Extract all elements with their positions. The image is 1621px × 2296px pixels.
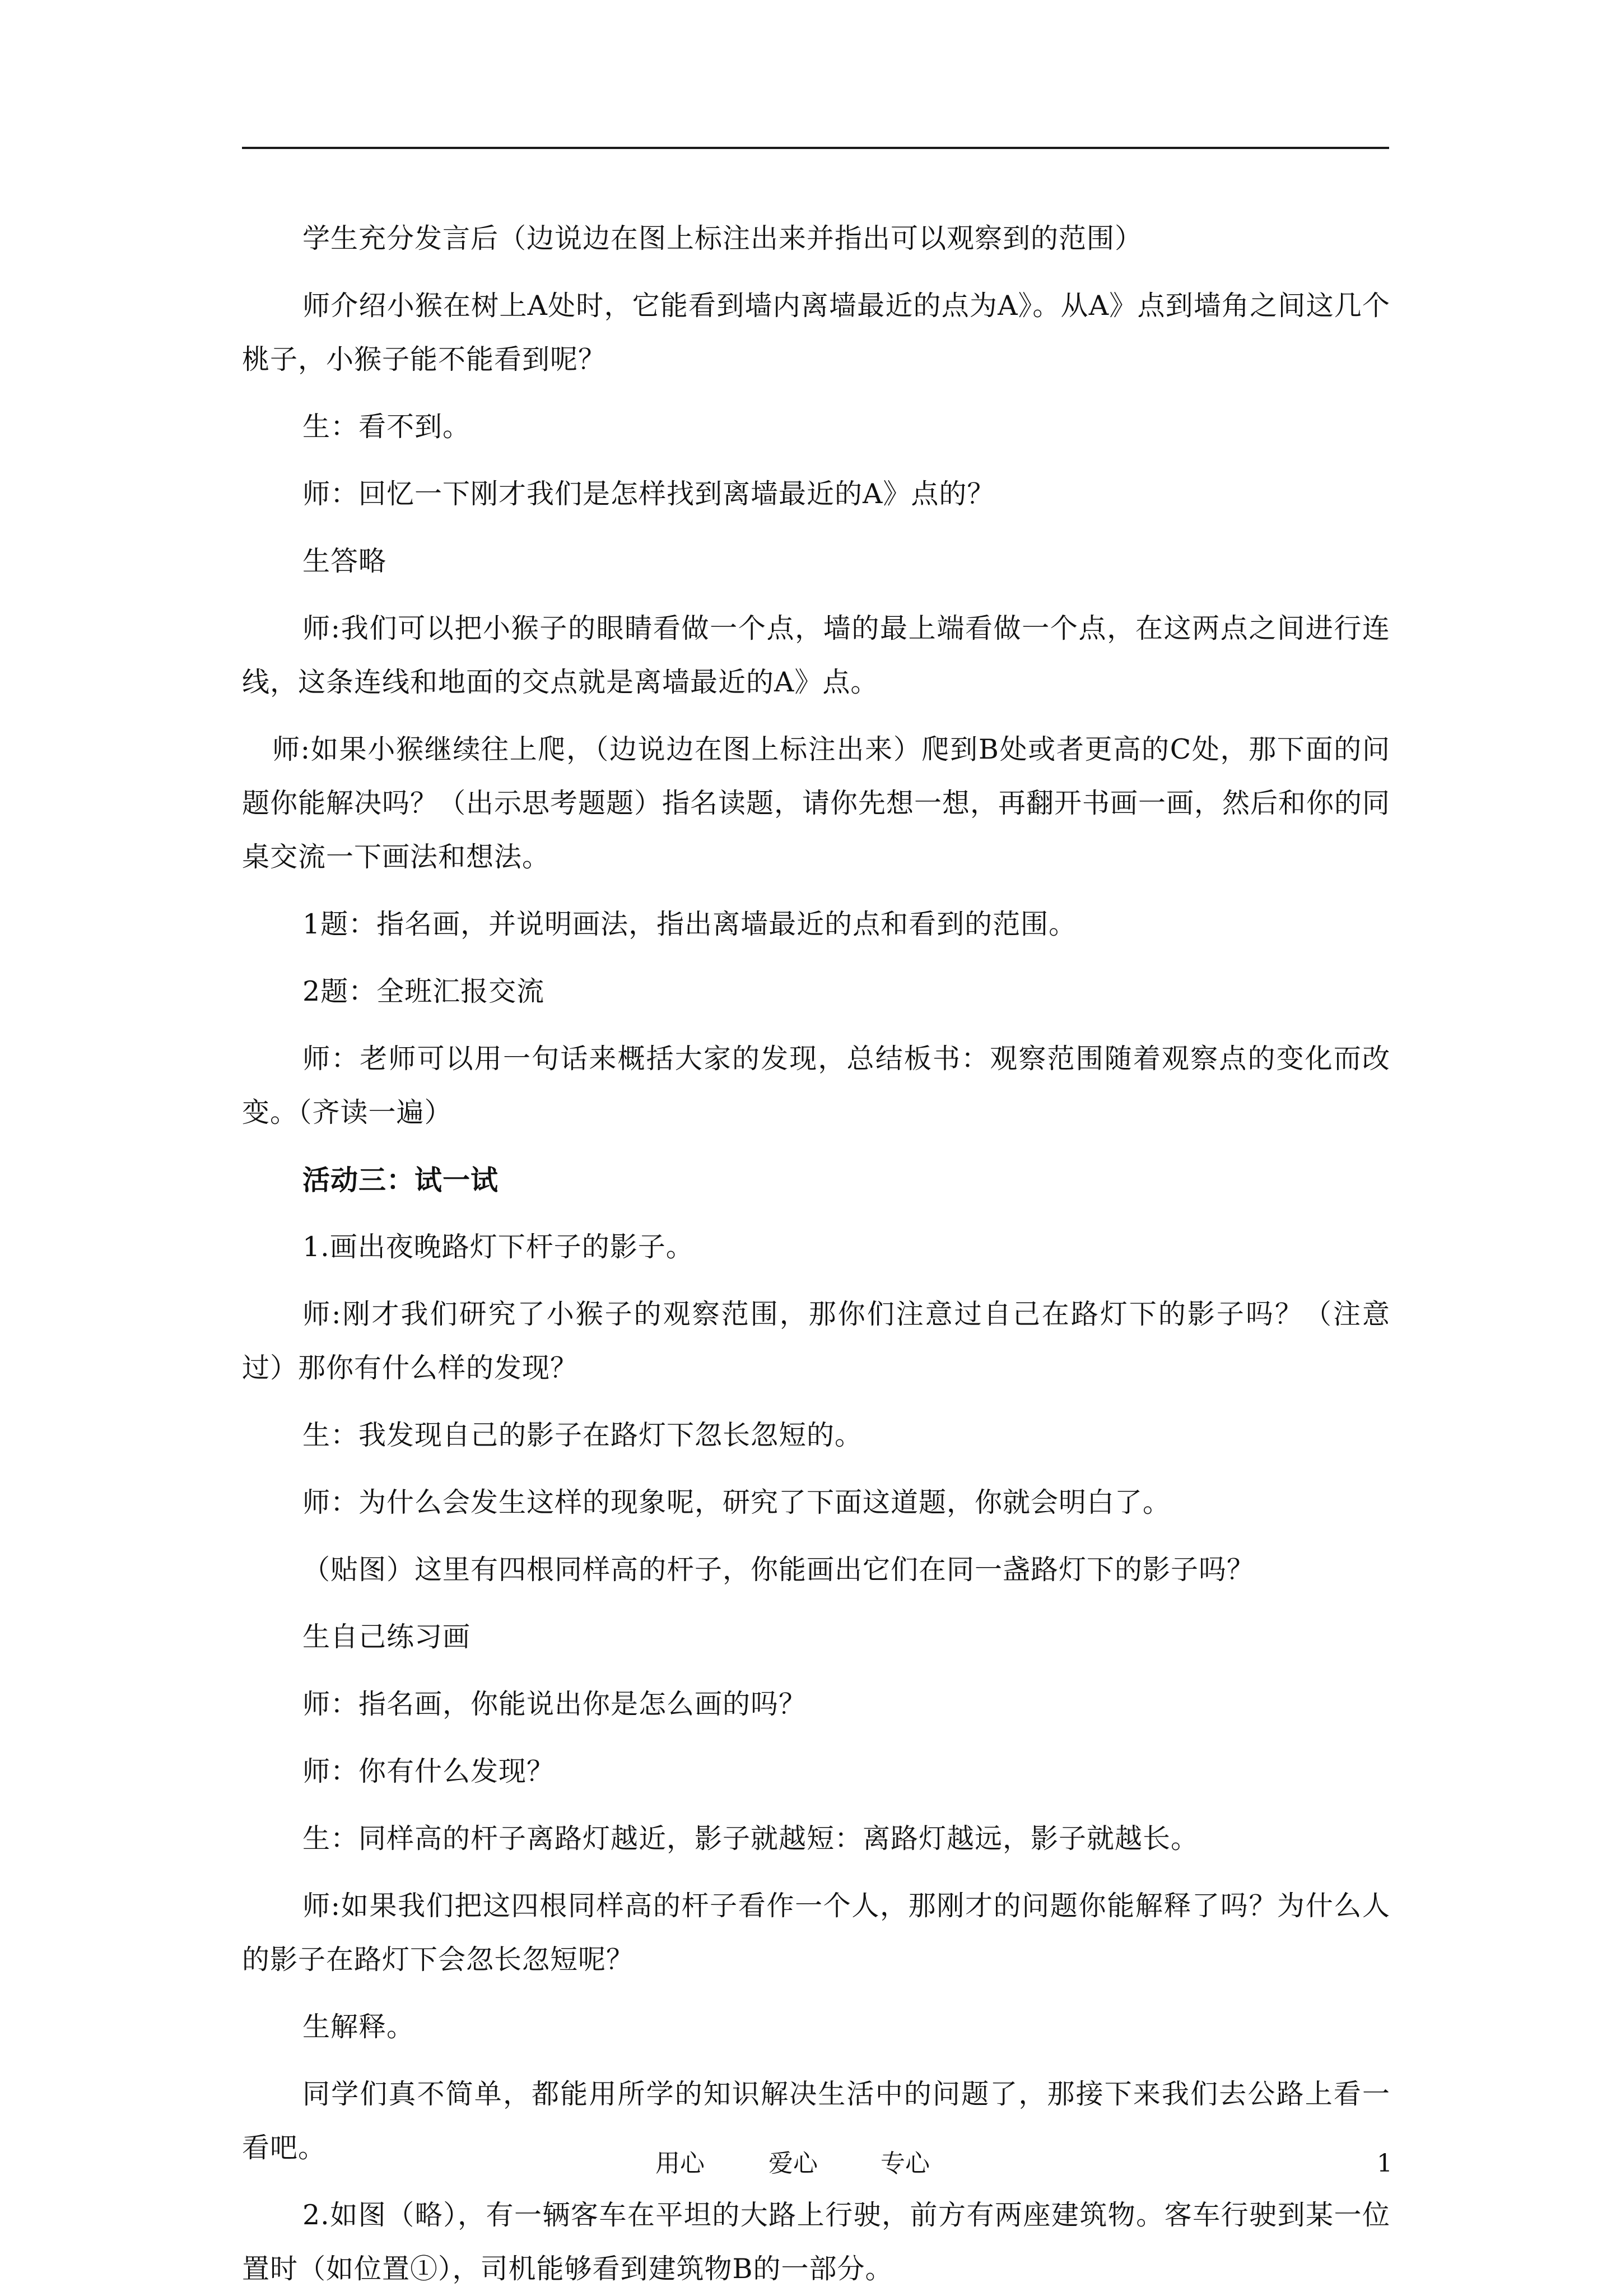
paragraph: 师：指名画，你能说出你是怎么画的吗？	[302, 1688, 807, 1720]
footer-motto: 专心	[881, 2149, 930, 2178]
page-footer	[0, 2147, 1621, 2181]
paragraph: 师：你有什么发现？	[302, 1755, 555, 1787]
paragraph: 生：看不到。	[302, 411, 471, 443]
paragraph: 师:刚才我们研究了小猴子的观察范围，那你们注意过自己在路灯下的影子吗？（注意过）那你有什么样的发现？	[242, 1298, 1390, 1384]
paragraph: 生：同样高的杆子离路灯越近，影子就越短：离路灯越远，影子就越长。	[302, 1823, 1199, 1855]
paragraph: 师:我们可以把小猴子的眼睛看做一个点，墙的最上端看做一个点，在这两点之间进行连线，这条连线和地面的交点就是离墙最近的A》点。	[242, 612, 1390, 698]
paragraph: 师:如果我们把这四根同样高的杆子看作一个人，那刚才的问题你能解释了吗？为什么人的影子在路灯下会忽长忽短呢？	[242, 1890, 1390, 1976]
paragraph: 师：为什么会发生这样的现象呢，研究了下面这道题，你就会明白了。	[302, 1486, 1171, 1518]
paragraph: 生解释。	[302, 2011, 415, 2043]
page-number: 1	[1377, 2149, 1392, 2178]
paragraph: 师介绍小猴在树上A处时，它能看到墙内离墙最近的点为A》。从A》点到墙角之间这几个桃子，小猴子能不能看到呢？	[242, 290, 1390, 375]
footer-motto: 用心	[655, 2149, 705, 2178]
paragraph: 师:如果小猴继续往上爬，（边说边在图上标注出来）爬到B处或者更高的C处，那下面的问题你能解决吗？（出示思考题题）指名读题，请你先想一想，再翻开书画一画，然后和你的同桌交流一下画法和想法。	[242, 733, 1391, 873]
paragraph: 1题：指名画，并说明画法，指出离墙最近的点和看到的范围。	[302, 908, 1077, 940]
paragraph: 学生充分发言后（边说边在图上标注出来并指出可以观察到的范围）	[302, 222, 1143, 254]
paragraph: 1.画出夜晚路灯下杆子的影子。	[302, 1231, 694, 1263]
paragraph: 2题：全班汇报交流	[302, 975, 545, 1007]
section-heading: 活动三：试一试	[302, 1164, 499, 1196]
paragraph: 生：我发现自己的影子在路灯下忽长忽短的。	[302, 1419, 863, 1451]
paragraph: 师：回忆一下刚才我们是怎样找到离墙最近的A》点的？	[302, 478, 995, 510]
paragraph: 2.如图（略），有一辆客车在平坦的大路上行驶，前方有两座建筑物。客车行驶到某一位置时（如位置①），司机能够看到建筑物B的一部分。	[242, 2199, 1390, 2285]
paragraph: （贴图）这里有四根同样高的杆子，你能画出它们在同一盏路灯下的影子吗？	[302, 1554, 1255, 1586]
paragraph: 同学们真不简单，都能用所学的知识解决生活中的问题了，那接下来我们去公路上看一看吧。	[242, 2078, 1390, 2164]
footer-motto: 爱心	[768, 2149, 818, 2178]
paragraph: 师：老师可以用一句话来概括大家的发现，总结板书：观察范围随着观察点的变化而改变。（齐读一遍）	[242, 1043, 1390, 1128]
header-rule	[242, 147, 1389, 149]
paragraph: 生自己练习画	[302, 1621, 471, 1653]
paragraph: 生答略	[302, 545, 387, 577]
document-body	[242, 212, 1390, 2296]
